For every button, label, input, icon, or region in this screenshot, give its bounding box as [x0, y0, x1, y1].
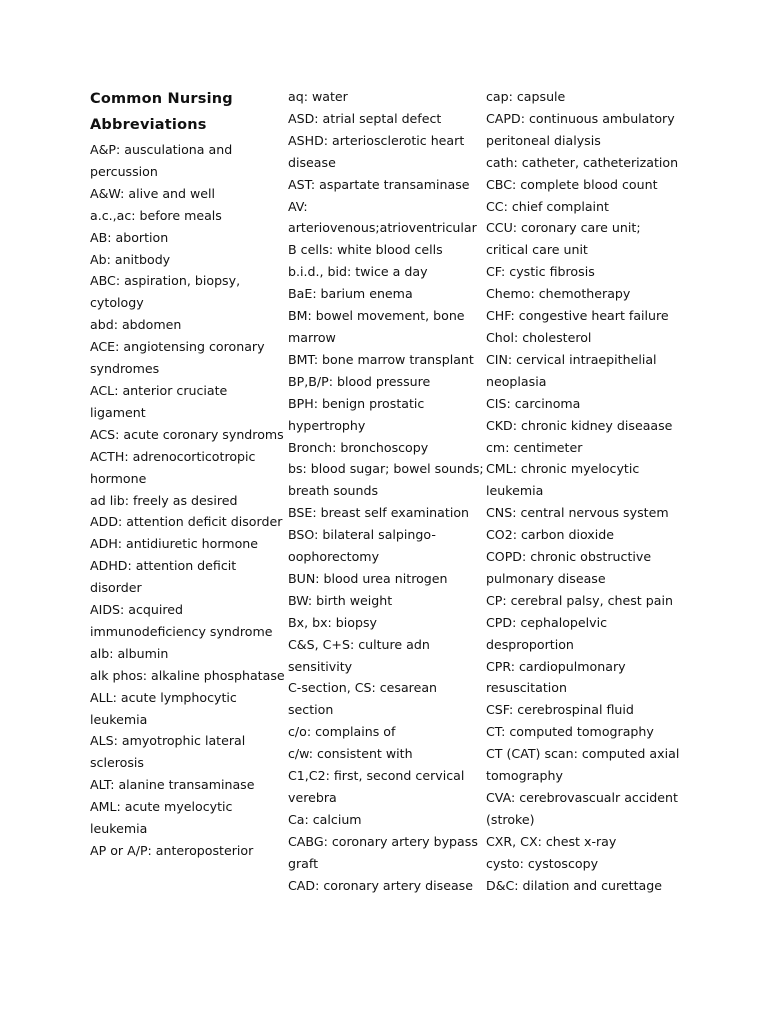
abbreviation-entry: CNS: central nervous system [486, 505, 669, 521]
abbreviation-entry: CKD: chronic kidney diseaase [486, 417, 673, 433]
abbreviation-entry: CPD: cephalopelvic desproportion [486, 614, 608, 652]
abbreviation-entry: a.c.,ac: before meals [90, 207, 222, 223]
abbreviation-entry: cm: centimeter [486, 439, 583, 455]
abbreviation-entry: BPH: benign prostatic hypertrophy [288, 395, 425, 433]
abbreviation-entry: AIDS: acquired immunodeficiency syndrome [90, 602, 273, 639]
abbreviation-entry: ACS: acute coronary syndroms [90, 426, 284, 442]
abbreviation-entry: ACTH: adrenocorticotropic hormone [90, 448, 256, 486]
abbreviation-entry: AP or A/P: anteroposterior [90, 843, 254, 858]
abbreviation-entry: C1,C2: first, second cervical verebra [288, 768, 465, 805]
abbreviation-entry: CIS: carcinoma [486, 395, 581, 411]
abbreviation-entry: Bronch: bronchoscopy [288, 439, 429, 455]
abbreviation-entry: ACE: angiotensing coronary syndromes [90, 339, 265, 377]
abbreviation-entry: ADH: antidiuretic hormone [90, 536, 258, 552]
abbreviation-entry: abd: abdomen [90, 317, 182, 333]
abbreviation-entry: Chol: cholesterol [486, 329, 592, 345]
abbreviation-entry: CABG: coronary artery bypass graft [288, 833, 478, 871]
abbreviation-entry: cysto: cystoscopy [486, 855, 599, 871]
abbreviation-entry: CT: computed tomography [486, 724, 654, 740]
abbreviation-entry: BaE: barium enema [288, 286, 413, 302]
abbreviation-entry: BSO: bilateral salpingo-oophorectomy [288, 527, 436, 565]
abbreviation-list [486, 86, 678, 897]
column-2 [288, 86, 484, 897]
abbreviation-entry: ASD: atrial septal defect [288, 110, 442, 126]
abbreviation-entry: c/o: complains of [288, 724, 396, 740]
abbreviation-entry: CML: chronic myelocytic leukemia [486, 461, 640, 499]
abbreviation-entry: A&W: alive and well [90, 185, 216, 201]
abbreviation-entry: D&C: dilation and curettage [486, 877, 662, 893]
abbreviation-entry: COPD: chronic obstructive pulmonary disease [486, 549, 652, 586]
abbreviation-entry: Ca: calcium [288, 811, 362, 827]
abbreviation-entry: aq: water [288, 89, 348, 104]
page-title: Common Nursing Abbreviations [90, 91, 233, 133]
abbreviation-entry: B cells: white blood cells [288, 242, 443, 258]
abbreviation-entry: CHF: congestive heart failure [486, 308, 669, 324]
abbreviation-entry: AB: abortion [90, 229, 169, 245]
abbreviation-entry: BW: birth weight [288, 592, 393, 608]
abbreviation-entry: cath: catheter, catheterization [486, 154, 679, 170]
abbreviation-entry: Bx, bx: biopsy [288, 614, 377, 630]
abbreviation-entry: CF: cystic fibrosis [486, 264, 595, 280]
abbreviation-entry: ADHD: attention deficit disorder [90, 558, 237, 596]
abbreviation-list [288, 86, 484, 897]
abbreviation-entry: CCU: coronary care unit; critical care unit [486, 220, 641, 258]
abbreviation-entry: ACL: anterior cruciate ligament [90, 382, 228, 420]
abbreviation-entry: A&P: ausculationa and percussion [90, 142, 233, 179]
abbreviation-entry: CBC: complete blood count [486, 176, 658, 192]
abbreviation-entry: ADD: attention deficit disorder [90, 514, 283, 530]
abbreviation-entry: AST: aspartate transaminase [288, 176, 470, 192]
abbreviation-entry: CO2: carbon dioxide [486, 527, 614, 543]
abbreviation-entry: ALT: alanine transaminase [90, 777, 255, 793]
abbreviation-entry: CT (CAT) scan: computed axial tomography [486, 746, 680, 784]
abbreviation-entry: BM: bowel movement, bone marrow [288, 308, 465, 345]
abbreviation-entry: CC: chief complaint [486, 198, 609, 214]
abbreviation-entry: ASHD: arteriosclerotic heart disease [288, 132, 465, 170]
abbreviation-entry: C&S, C+S: culture adn sensitivity [288, 636, 430, 674]
abbreviation-entry: BMT: bone marrow transplant [288, 351, 474, 367]
abbreviation-entry: ABC: aspiration, biopsy, cytology [90, 273, 241, 311]
abbreviation-entry: CIN: cervical intraepithelial neoplasia [486, 351, 657, 389]
abbreviation-entry: ALS: amyotrophic lateral sclerosis [90, 733, 246, 771]
abbreviation-entry: c/w: consistent with [288, 746, 413, 762]
abbreviation-entry: CSF: cerebrospinal fluid [486, 702, 634, 718]
abbreviation-entry: cap: capsule [486, 89, 566, 104]
abbreviation-entry: CPR: cardiopulmonary resuscitation [486, 658, 626, 696]
abbreviation-entry: BUN: blood urea nitrogen [288, 570, 448, 586]
abbreviation-entry: AML: acute myelocytic leukemia [90, 799, 233, 837]
abbreviation-entry: BSE: breast self examination [288, 505, 470, 521]
abbreviation-entry: alb: albumin [90, 645, 169, 661]
column-3 [486, 86, 678, 897]
abbreviation-entry: CAD: coronary artery disease [288, 877, 473, 893]
abbreviation-entry: alk phos: alkaline phosphatase [90, 667, 285, 683]
abbreviation-entry: ALL: acute lymphocytic leukemia [90, 689, 237, 727]
abbreviation-entry: b.i.d., bid: twice a day [288, 264, 428, 280]
abbreviation-entry: bs: blood sugar; bowel sounds; breath sounds [288, 461, 484, 499]
abbreviation-entry: BP,B/P: blood pressure [288, 373, 431, 389]
column-1 [90, 86, 285, 862]
abbreviation-entry: AV: arteriovenous;atrioventricular [288, 198, 477, 236]
abbreviation-entry: CAPD: continuous ambulatory peritoneal dialysis [486, 110, 675, 148]
abbreviation-entry: Chemo: chemotherapy [486, 286, 631, 302]
abbreviation-entry: C-section, CS: cesarean section [288, 680, 438, 718]
abbreviation-entry: ad lib: freely as desired [90, 492, 238, 508]
abbreviation-entry: CVA: cerebrovascualr accident (stroke) [486, 790, 678, 827]
abbreviation-entry: CP: cerebral palsy, chest pain [486, 592, 673, 608]
abbreviation-entry: Ab: anitbody [90, 251, 171, 267]
abbreviation-list [90, 139, 285, 862]
abbreviation-entry: CXR, CX: chest x-ray [486, 833, 617, 849]
